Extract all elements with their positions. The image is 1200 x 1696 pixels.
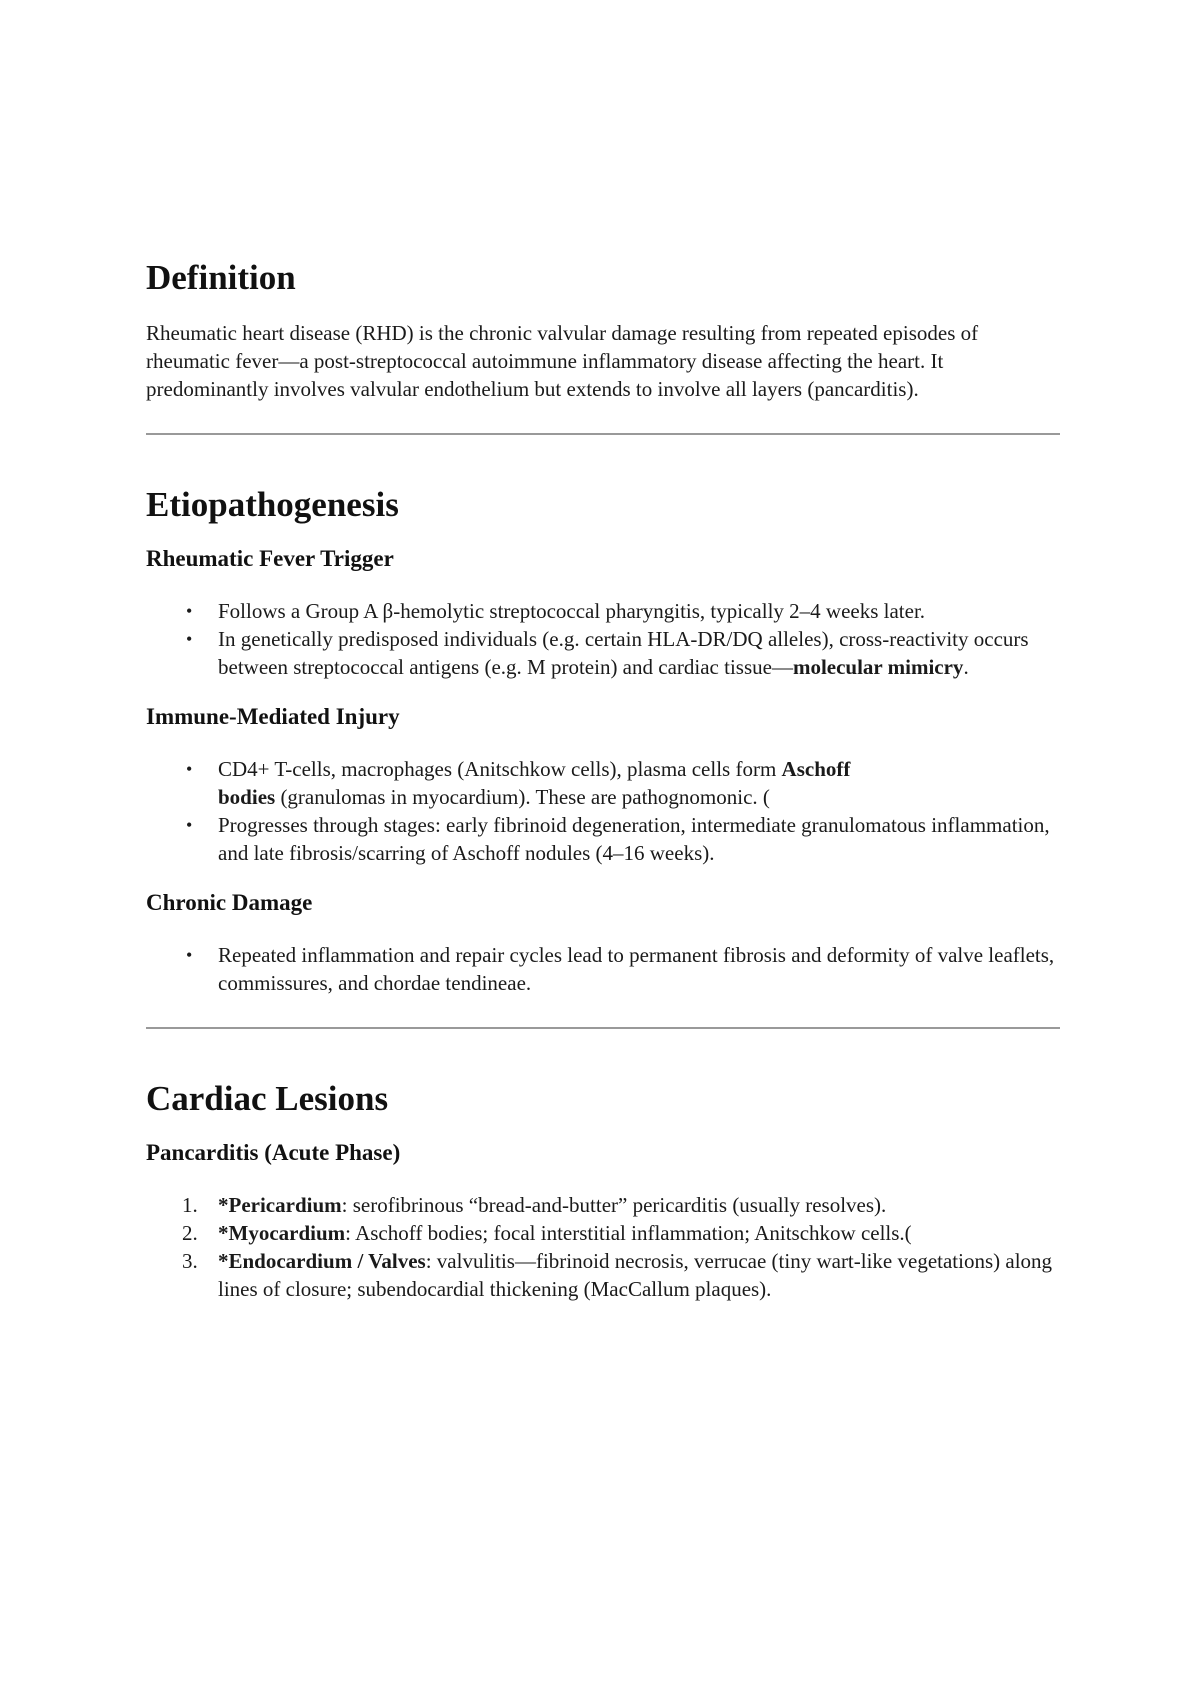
list-item bbox=[146, 625, 1060, 681]
definition-heading: Definition bbox=[146, 258, 296, 297]
list-item-emphasis: *Endocardium / Valves bbox=[218, 1249, 426, 1273]
list-number: 2. bbox=[182, 1221, 198, 1245]
list-item-text: Progresses through stages: early fibrinoid degeneration, intermediate granulomatous inflammation, and late fibrosis/scarring of Aschoff nodules (4–16 weeks). bbox=[218, 813, 1050, 865]
pancarditis-heading: Pancarditis (Acute Phase) bbox=[146, 1140, 401, 1165]
list-item bbox=[146, 755, 1060, 811]
etiopathogenesis-heading: Etiopathogenesis bbox=[146, 485, 399, 524]
bullet-icon: • bbox=[186, 629, 193, 649]
list-item-text: : valvulitis—fibrinoid necrosis, verrucae (tiny wart-like vegetations) along lines of closure; subendocardial thickening (MacCallum plaques). bbox=[218, 1249, 1053, 1301]
list-item-text-end: (granulomas in myocardium). These are pathognomonic. ( bbox=[275, 785, 770, 809]
bullet-icon: • bbox=[186, 759, 193, 779]
bullet-icon: • bbox=[186, 601, 193, 621]
list-number: 3. bbox=[182, 1249, 198, 1273]
list-item bbox=[146, 597, 1060, 625]
list-item-text: In genetically predisposed individuals (e.g. certain HLA-DR/DQ alleles), cross-reactivity occurs between streptococcal antigens (e.g. M protein) and cardiac tissue— bbox=[218, 627, 1029, 679]
list-item-emphasis: Aschoff bodies bbox=[218, 757, 851, 809]
chronic-damage-heading: Chronic Damage bbox=[146, 890, 313, 915]
section-divider bbox=[146, 1027, 1060, 1029]
rheumatic-fever-trigger-heading: Rheumatic Fever Trigger bbox=[146, 546, 394, 571]
list-item-text: : serofibrinous “bread-and-butter” pericarditis (usually resolves). bbox=[341, 1193, 887, 1217]
list-item bbox=[146, 1191, 1060, 1219]
chronic-damage-list bbox=[146, 941, 1060, 997]
immune-mediated-injury-list bbox=[146, 755, 1060, 867]
section-divider bbox=[146, 433, 1060, 435]
list-item bbox=[146, 1247, 1060, 1303]
list-item bbox=[146, 941, 1060, 997]
bullet-icon: • bbox=[186, 815, 193, 835]
rheumatic-fever-trigger-list bbox=[146, 597, 1060, 681]
list-item-emphasis: *Pericardium bbox=[218, 1193, 342, 1217]
list-item-text: Repeated inflammation and repair cycles lead to permanent fibrosis and deformity of valve leaflets, commissures, and chordae tendineae. bbox=[218, 943, 1055, 995]
list-item-text: CD4+ T-cells, macrophages (Anitschkow cells), plasma cells form bbox=[218, 757, 782, 781]
list-item bbox=[146, 811, 1060, 867]
list-item-emphasis: *Myocardium bbox=[218, 1221, 346, 1245]
cardiac-lesions-heading: Cardiac Lesions bbox=[146, 1079, 389, 1118]
list-item bbox=[146, 1219, 1060, 1247]
bullet-icon: • bbox=[186, 945, 193, 965]
list-item-text: Follows a Group A β-hemolytic streptococcal pharyngitis, typically 2–4 weeks later. bbox=[218, 599, 926, 623]
document-page bbox=[146, 258, 1060, 1303]
list-number: 1. bbox=[182, 1193, 198, 1217]
definition-paragraph: Rheumatic heart disease (RHD) is the chronic valvular damage resulting from repeated episodes of rheumatic fever—a post-streptococcal autoimmune inflammatory disease affecting the heart. It predominantly involves valvular endothelium but extends to involve all layers (pancarditis). bbox=[146, 321, 979, 401]
pancarditis-list bbox=[146, 1191, 1060, 1303]
list-item-text-end: . bbox=[963, 655, 969, 679]
list-item-text: : Aschoff bodies; focal interstitial inflammation; Anitschkow cells.( bbox=[345, 1221, 912, 1245]
immune-mediated-injury-heading: Immune-Mediated Injury bbox=[146, 704, 400, 729]
list-item-emphasis: molecular mimicry bbox=[792, 655, 964, 679]
